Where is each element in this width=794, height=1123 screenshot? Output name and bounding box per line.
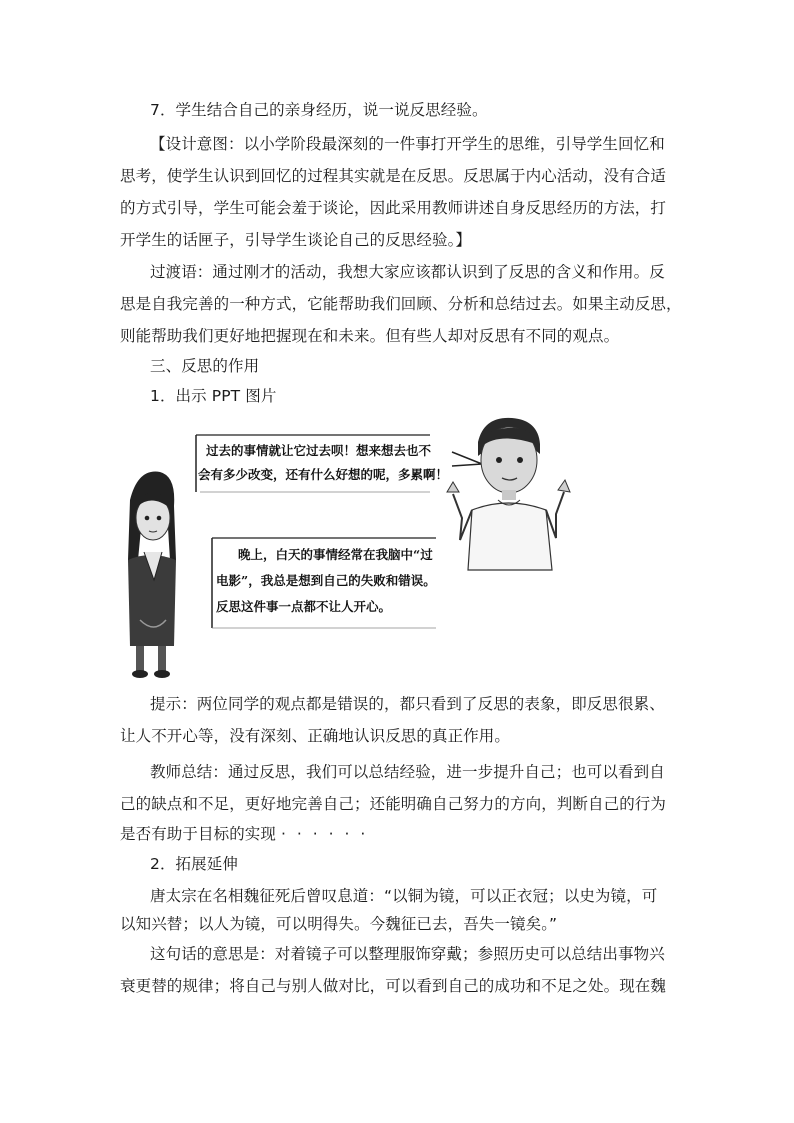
design-intent-line: 【设计意图：以小学阶段最深刻的一件事打开学生的思维，引导学生回忆和 [150,135,665,153]
hint-line: 让人不开心等，没有深刻、正确地认识反思的真正作用。 [120,727,511,745]
bubble-girl-line: 反思这件事一点都不让人开心。 [216,599,392,614]
design-intent-line: 开学生的话匣子，引导学生谈论自己的反思经验。】 [120,231,472,249]
bubble-boy-line: 会有多少改变，还有什么好想的呢，多累啊！ [198,467,449,482]
transition-line: 则能帮助我们更好地把握现在和未来。但有些人却对反思有不同的观点。 [120,327,620,345]
design-intent-line: 思考，使学生认识到回忆的过程其实就是在反思。反思属于内心活动，没有合适 [120,167,667,185]
boy-figure [447,418,570,570]
subsection-heading: 1．出示 PPT 图片 [150,387,277,405]
subsection-heading: 2．拓展延伸 [150,855,238,873]
bubble-girl-line: 电影”，我总是想到自己的失败和错误。 [216,573,436,588]
section-heading: 三、反思的作用 [150,357,260,375]
quote-line: 以知兴替；以人为镜，可以明得失。今魏征已去，吾失一镜矣。” [120,915,558,933]
bubble-boy-line: 过去的事情就让它过去呗！想来想去也不 [206,443,432,458]
explanation-line: 衰更替的规律；将自己与别人做对比，可以看到自己的成功和不足之处。现在魏 [120,977,667,995]
teacher-summary-text: 是否有助于目标的实现 [120,825,277,843]
teacher-summary-line: 教师总结：通过反思，我们可以总结经验，进一步提升自己；也可以看到自 [150,763,665,781]
teacher-summary-line: 己的缺点和不足，更好地完善自己；还能明确自己努力的方向，判断自己的行为 [120,795,667,813]
hint-line: 提示：两位同学的观点都是错误的，都只看到了反思的表象，即反思很累、 [150,695,665,713]
teacher-summary-line [120,824,680,844]
bubble-girl-line: 晚上，白天的事情经常在我脑中“过 [238,547,433,562]
item-7: 7．学生结合自己的亲身经历，说一说反思经验。 [150,101,488,119]
girl-figure [128,472,176,678]
ellipsis-dots: · · · · · · [281,825,369,843]
explanation-line: 这句话的意思是：对着镜子可以整理服饰穿戴；参照历史可以总结出事物兴 [150,945,665,963]
transition-line: 思是自我完善的一种方式，它能帮助我们回顾、分析和总结过去。如果主动反思， [120,295,682,313]
quote-line: 唐太宗在名相魏征死后曾叹息道：“以铜为镜，可以正衣冠；以史为镜，可 [150,887,658,905]
transition-line: 过渡语：通过刚才的活动，我想大家应该都认识到了反思的含义和作用。反 [150,263,665,281]
design-intent-line: 的方式引导，学生可能会羞于谈论，因此采用教师讲述自身反思经历的方法，打 [120,199,667,217]
ppt-illustration [110,410,580,680]
